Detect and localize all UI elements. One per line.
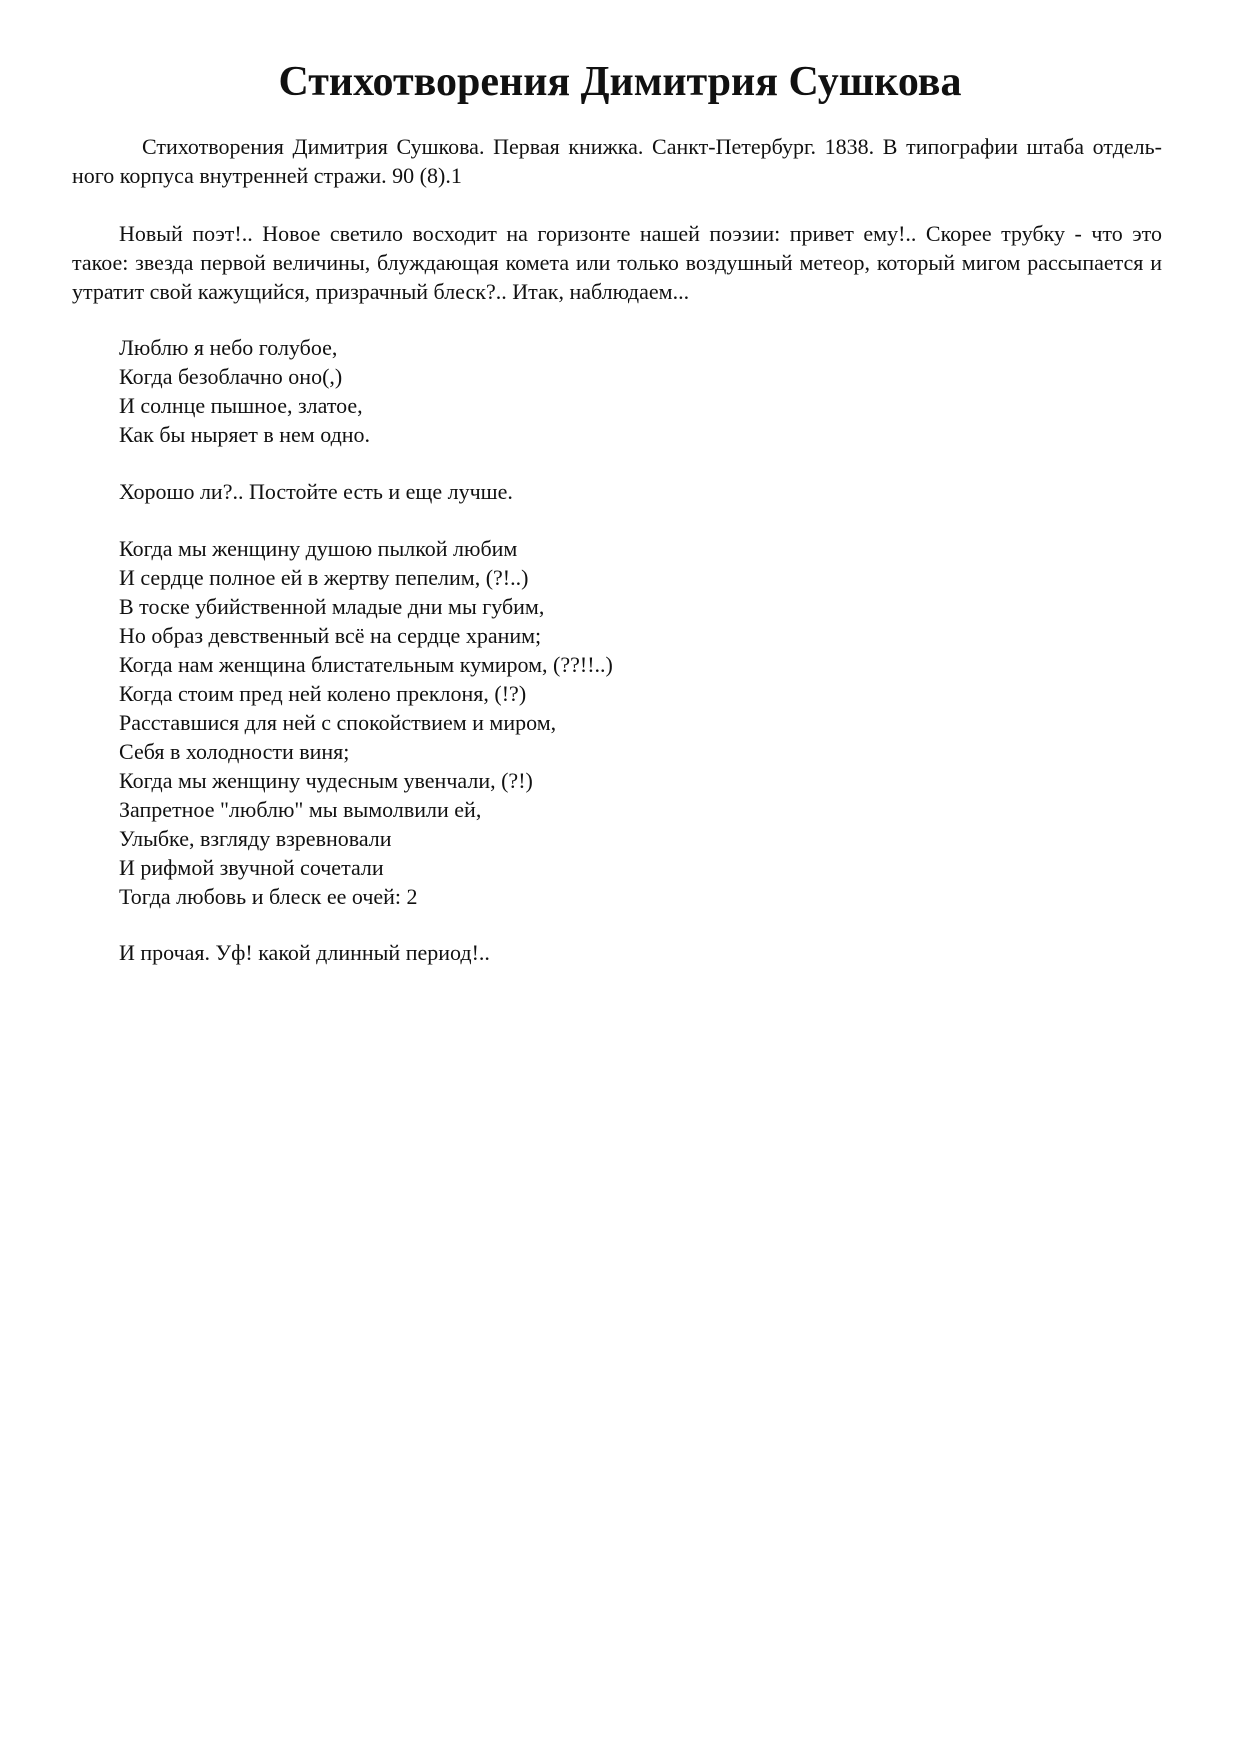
commentary-1: Хорошо ли?.. Постойте есть и еще лучше. bbox=[119, 479, 513, 504]
poem-line: И сердце полное ей в жертву пепелим, (?!..) bbox=[119, 565, 529, 590]
poem-line: Как бы ныряет в нем одно. bbox=[119, 422, 371, 447]
poem-line: Но образ девственный всё на сердце храним; bbox=[119, 623, 542, 648]
poem-stanza-1 bbox=[119, 333, 1119, 449]
commentary-2: И прочая. Уф! какой длинный период!.. bbox=[119, 940, 490, 965]
intro-paragraph: Новый поэт!.. Новое светило восходит на горизонте нашей поэзии: привет ему!.. Скорее трубку - что это такое: звезда первой величины, блуждающая комета или только воздушный метеор, который мигом рассыпается и утратит свой кажущийся, призрачный блеск?.. Итак, наблюдаем... bbox=[72, 221, 1162, 304]
poem-line: Тогда любовь и блеск ее очей: 2 bbox=[119, 884, 418, 909]
page-title: Стихотворения Димитрия Сушкова bbox=[278, 59, 962, 105]
publication-info: Стихотворения Димитрия Сушкова. Первая книжка. Санкт-Петербург. 1838. В типографии штаба отдель-ного корпуса внутренней стражи. 90 (8).1 bbox=[72, 134, 1162, 188]
poem-line: Запретное "люблю" мы вымолвили ей, bbox=[119, 797, 482, 822]
poem-line: Когда мы женщину душою пылкой любим bbox=[119, 536, 518, 561]
poem-line: В тоске убийственной младые дни мы губим, bbox=[119, 594, 545, 619]
poem-line: Когда стоим пред ней колено преклоня, (!?) bbox=[119, 681, 527, 706]
poem-line: Когда мы женщину чудесным увенчали, (?!) bbox=[119, 768, 533, 793]
poem-line: Себя в холодности виня; bbox=[119, 739, 350, 764]
poem-line: Когда безоблачно оно(,) bbox=[119, 364, 343, 389]
poem-line: Когда нам женщина блистательным кумиром, (??!!..) bbox=[119, 652, 613, 677]
poem-line: Люблю я небо голубое, bbox=[119, 335, 338, 360]
poem-line: Расставшися для ней с спокойствием и миром, bbox=[119, 710, 557, 735]
poem-stanza-2 bbox=[119, 534, 1119, 911]
poem-line: И солнце пышное, златое, bbox=[119, 393, 363, 418]
poem-line: Улыбке, взгляду взревновали bbox=[119, 826, 392, 851]
poem-line: И рифмой звучной сочетали bbox=[119, 855, 384, 880]
